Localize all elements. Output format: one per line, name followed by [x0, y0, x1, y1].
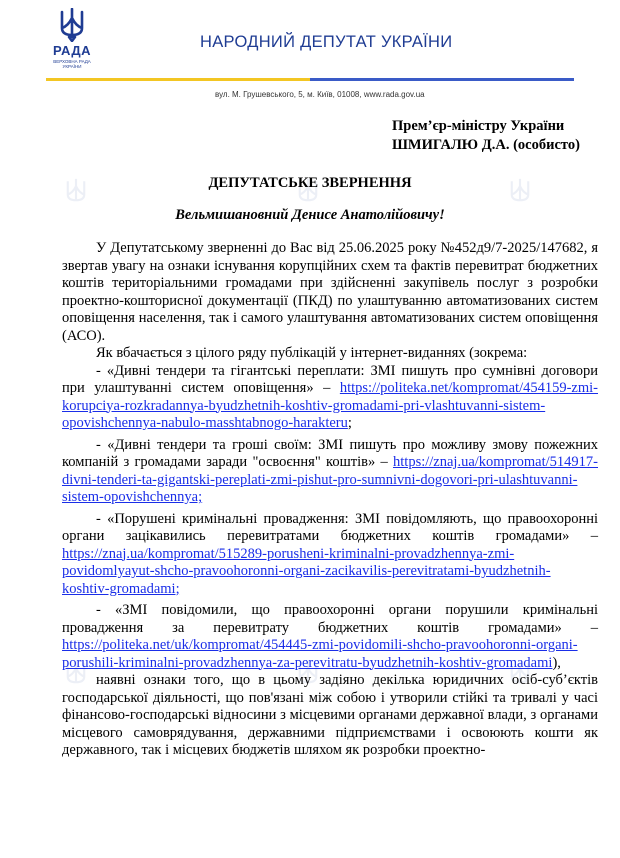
- document-body: [62, 240, 598, 760]
- source-link[interactable]: https://znaj.ua/kompromat/515289-porusheni-kriminalni-provadzhennya-zmi-povidomlyayut-shcho-pravoohoronni-organi-zacikavilis-perevitratami-byudzhetnih-koshtiv-gromadami;: [62, 545, 551, 597]
- letterhead-title: НАРОДНИЙ ДЕПУТАТ УКРАЇНИ: [200, 33, 453, 51]
- list-item: [62, 437, 598, 507]
- trident-icon: [59, 8, 85, 42]
- letterhead-address: вул. М. Грушевського, 5, м. Київ, 01008, www.rada.gov.ua: [215, 90, 425, 99]
- addressee-name: ШМИГАЛЮ Д.А. (особисто): [392, 137, 580, 153]
- source-link[interactable]: https://znaj.ua/kompromat/514917-divni-tenderi-ta-gigantski-pereplati-zmi-pishut-pro-sumnivni-dogovori-pri-ulashtuvanni-sistem-opovishchennya;: [62, 454, 598, 505]
- list-item: [62, 602, 598, 672]
- document-title: ДЕПУТАТСЬКЕ ЗВЕРНЕННЯ: [208, 175, 412, 191]
- addressee-position: Прем’єр-міністру України: [392, 118, 565, 134]
- paragraph-1: У Депутатському зверненні до Вас від 25.06.2025 року №452д9/7-2025/147682, я звертав увагу на ознаки існування корупційних схем та фактів перевитрат бюджетних коштів територіальними громадами при здійсненні закупівель послуг з розробки проектно-кошторисної документації (ПКД) по улаштуванню автоматизованих систем оповіщення населення, так і самого улаштування автоматизованих систем оповіщення (АСО).: [62, 240, 598, 344]
- list-item-tail: ),: [552, 654, 561, 671]
- source-link[interactable]: https://politeka.net/kompromat/454159-zmi-korupciya-rozkradannya-byudzhetnih-koshtiv-gromadami-pri-vlashtuvanni-sistem-opovishchennya-nabulo-masshtabnogo-harakteru: [62, 380, 598, 431]
- addressee-block: [392, 117, 580, 155]
- list-item-text: - «Дивні тендери та гроші своїм: ЗМІ пишуть про можливу змову пожежних компаній з громадами заради "освоєння" коштів» –: [62, 436, 598, 470]
- logo-text: РАДА: [52, 43, 92, 58]
- list-item: [62, 511, 598, 599]
- paragraph-2: Як вбачається з цілого ряду публікацій у інтернет-виданнях (зокрема:: [96, 345, 528, 361]
- list-item-text: - «Дивні тендери та гігантські переплати: ЗМІ пишуть про сумнівні договори при улаштуванні систем оповіщення» –: [62, 362, 598, 396]
- list-item-tail: ;: [347, 415, 352, 431]
- letterhead-divider: [46, 78, 574, 81]
- paragraph-3: наявні ознаки того, що в цьому задіяно декілька юридичних осіб-суб’єктів господарської діяльності, що пов'язані між собою і утворили стійкі та тривалі у часі фінансово-господарські відносини з місцевими органами державної влади, з органами місцевого самоврядування, державними підприємствами і освоюють кошти як державного, так і місцевих бюджетів шляхом як розробки проектно-: [62, 672, 598, 758]
- logo-subtitle: ВЕРХОВНА РАДА УКРАЇНИ: [53, 59, 91, 69]
- rada-logo: [46, 8, 98, 69]
- list-item-text: - «ЗМІ повідомили, що правоохоронні органи порушили кримінальні провадження за перевитрату бюджетних коштів громадами» –: [62, 602, 598, 636]
- letterhead: [0, 0, 620, 110]
- source-link[interactable]: https://politeka.net/uk/kompromat/454445-zmi-povidomili-shcho-pravoohoronni-organi-porushili-kriminalni-provadzhennya-za-perevitratu-byudzhetnih-koshtiv-gromadami: [62, 637, 578, 671]
- list-item: [62, 363, 598, 433]
- salutation: Вельмишановний Денисе Анатолійовичу!: [175, 207, 445, 223]
- list-item-text: - «Порушені кримінальні провадження: ЗМІ повідомляють, що правоохоронні органи зацікавились перевитратами бюджетних коштів громадами» –: [62, 510, 598, 544]
